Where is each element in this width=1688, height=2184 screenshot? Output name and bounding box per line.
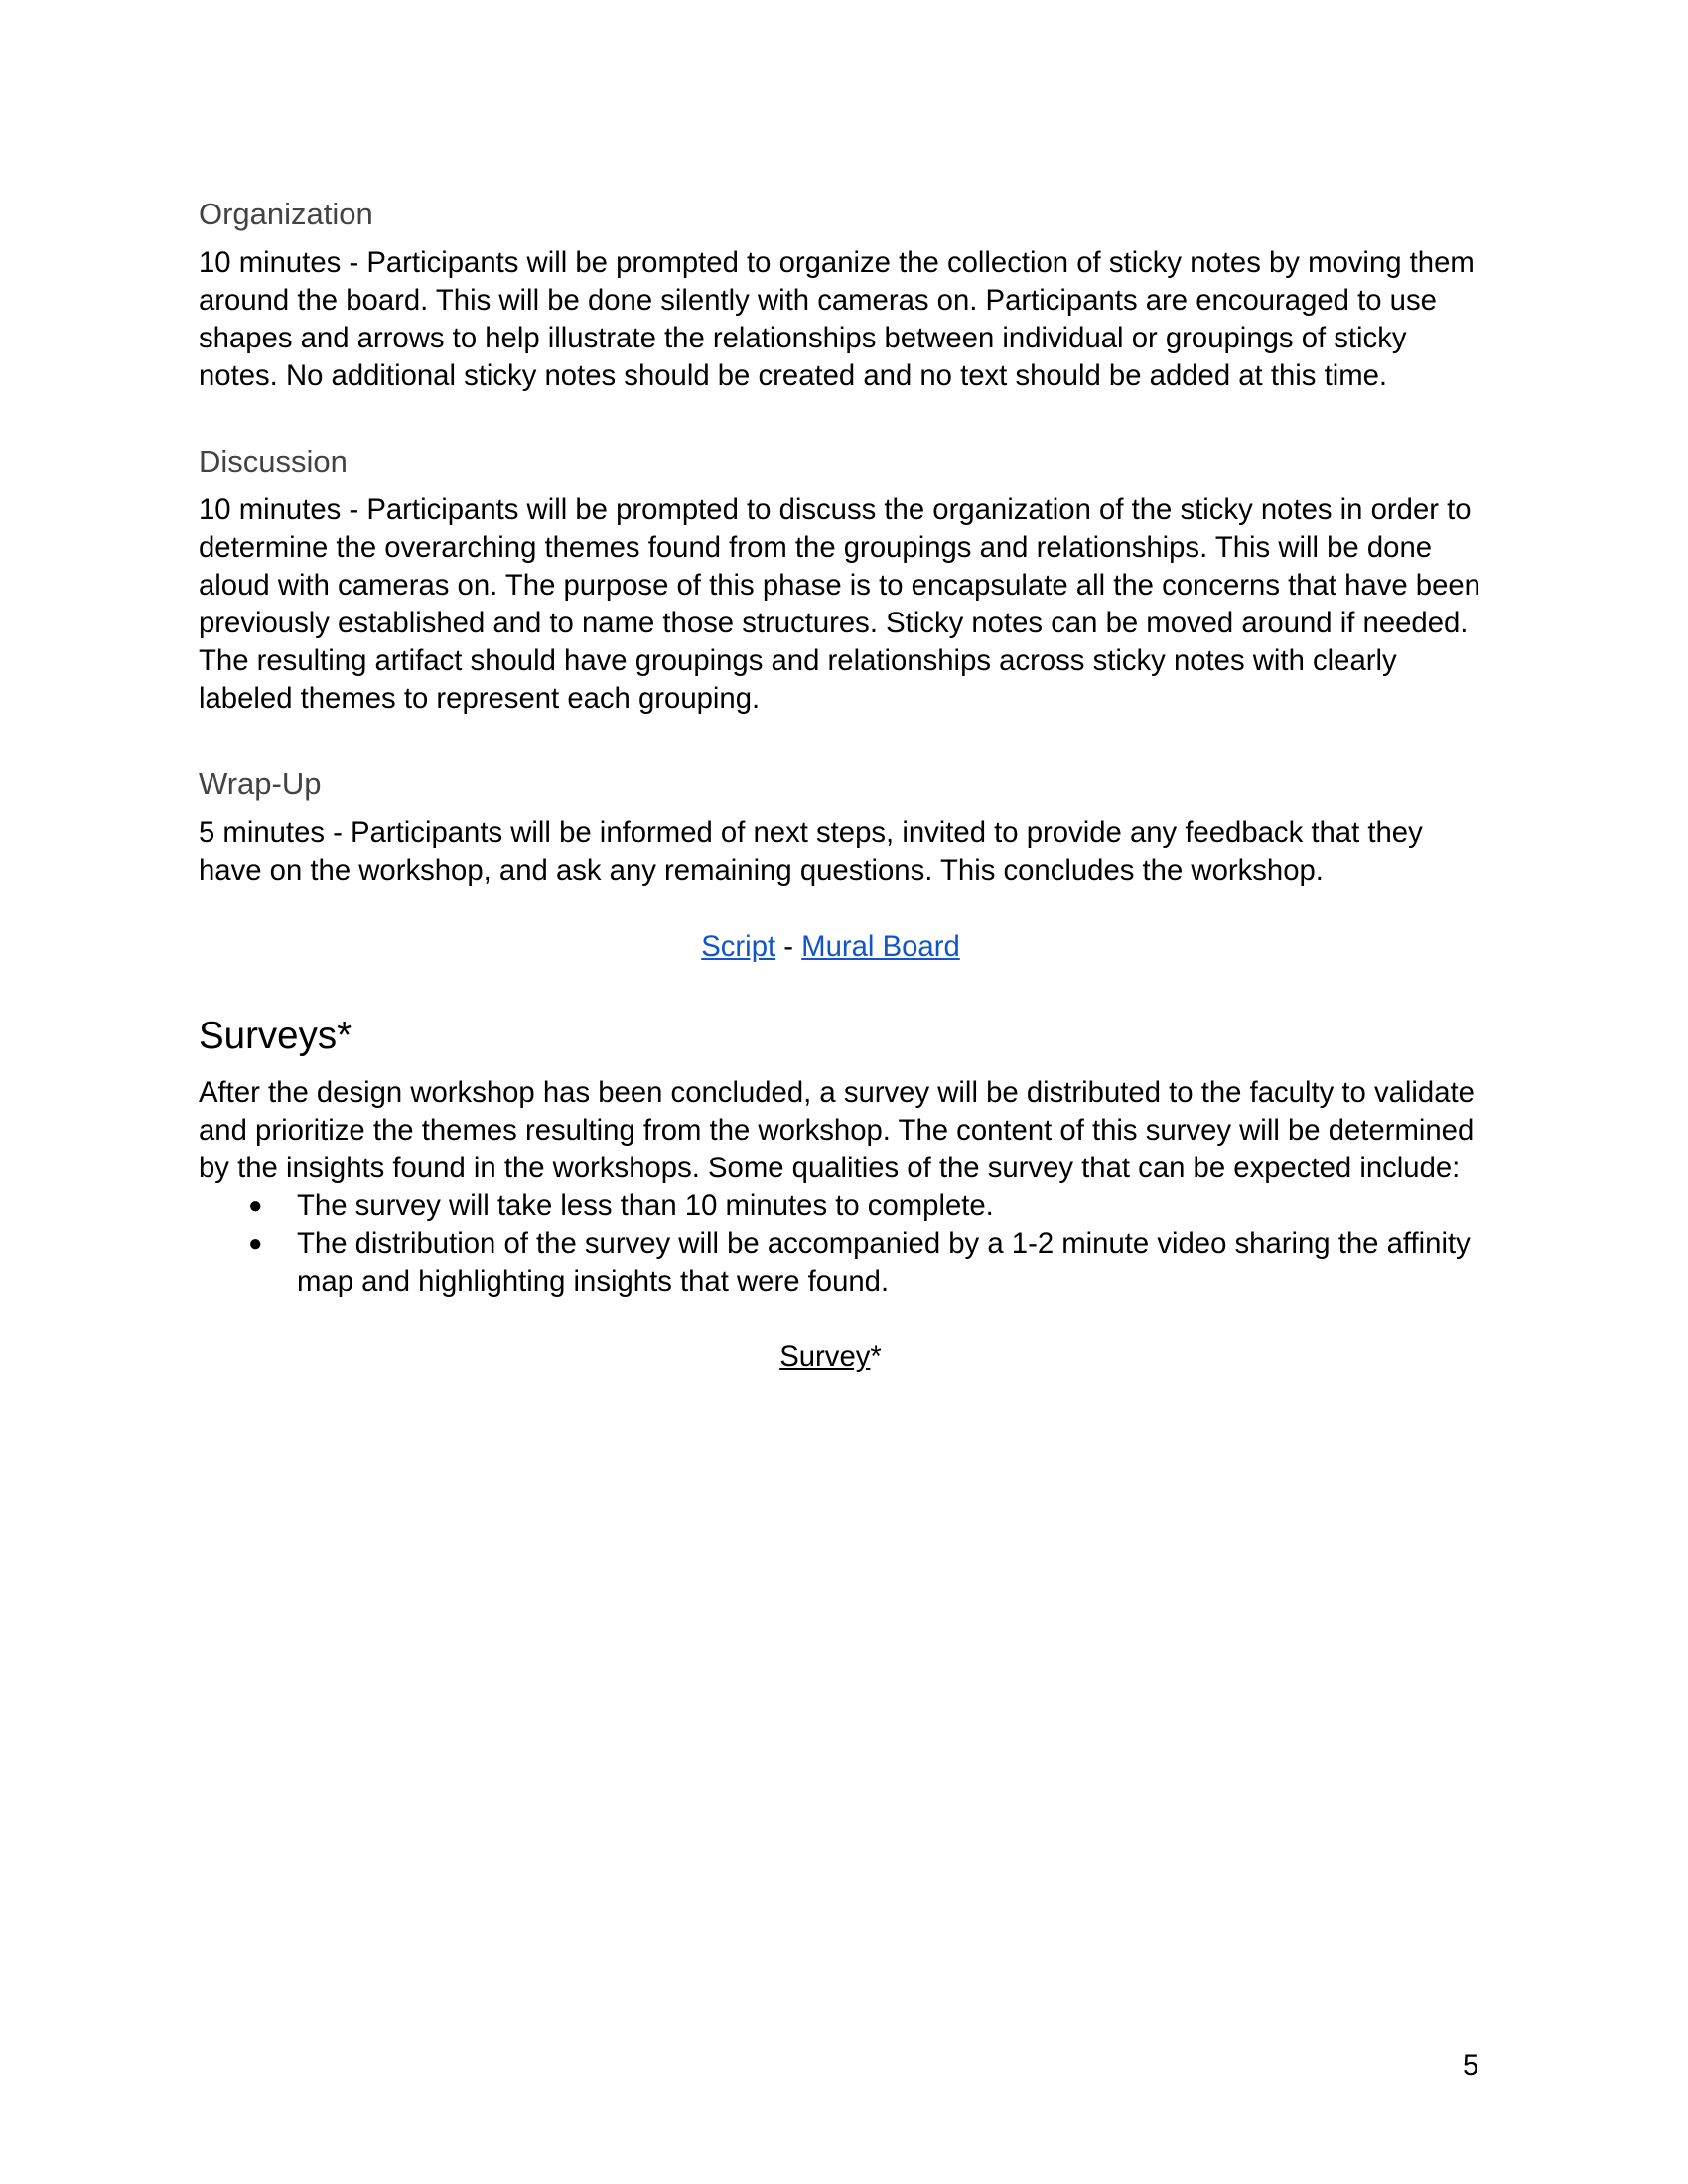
list-item-text: The distribution of the survey will be accompanied by a 1-2 minute video sharing the affinity map and highlighting insights that were found. (297, 1227, 1471, 1297)
page-content (199, 196, 1489, 1376)
organization-heading: Organization (199, 197, 373, 231)
list-item (199, 1225, 1489, 1300)
script-link[interactable]: Script (701, 930, 776, 963)
surveys-paragraph: After the design workshop has been concluded, a survey will be distributed to the faculty to validate and prioritize the themes resulting from the workshop. The content of this survey will be determined by the insights found in the workshops. Some qualities of the survey that can be expected include: (199, 1076, 1475, 1184)
wrap-up-heading: Wrap-Up (199, 766, 322, 801)
link-separator: - (783, 930, 794, 963)
spacer (199, 718, 1489, 765)
bullet-icon: ● (248, 1230, 263, 1257)
discussion-paragraph: 10 minutes - Participants will be prompted to discuss the organization of the sticky notes in order to determine the overarching themes found from the groupings and relationships. This will be done aloud with cameras on. The purpose of this phase is to encapsulate all the concerns that have been previously established and to name those structures. Sticky notes can be moved around if needed. The resulting artifact should have groupings and relationships across sticky notes with clearly labeled themes to represent each grouping. (199, 493, 1480, 715)
organization-paragraph: 10 minutes - Participants will be prompted to organize the collection of sticky notes by moving them around the board. This will be done silently with cameras on. Participants are encouraged to use shapes and arrows to help illustrate the relationships between individual or groupings of sticky notes. No additional sticky notes should be created and no text should be added at this time. (199, 246, 1475, 392)
survey-link-line (199, 1338, 1463, 1376)
surveys-heading: Surveys* (199, 1015, 352, 1057)
survey-link-asterisk: * (870, 1340, 882, 1373)
wrap-up-paragraph: 5 minutes - Participants will be informed of next steps, invited to provide any feedback that they have on the workshop, and ask any remaining questions. This concludes the workshop. (199, 816, 1423, 887)
bullet-icon: ● (248, 1192, 263, 1219)
page-number: 5 (1463, 2049, 1479, 2082)
list-item-text: The survey will take less than 10 minutes to complete. (297, 1189, 994, 1222)
survey-link[interactable]: Survey (779, 1340, 871, 1373)
survey-qualities-list (199, 1187, 1489, 1300)
discussion-heading: Discussion (199, 444, 348, 478)
spacer (199, 395, 1489, 443)
mural-board-link[interactable]: Mural Board (801, 930, 960, 963)
resource-links (199, 928, 1463, 966)
list-item (199, 1187, 1489, 1225)
